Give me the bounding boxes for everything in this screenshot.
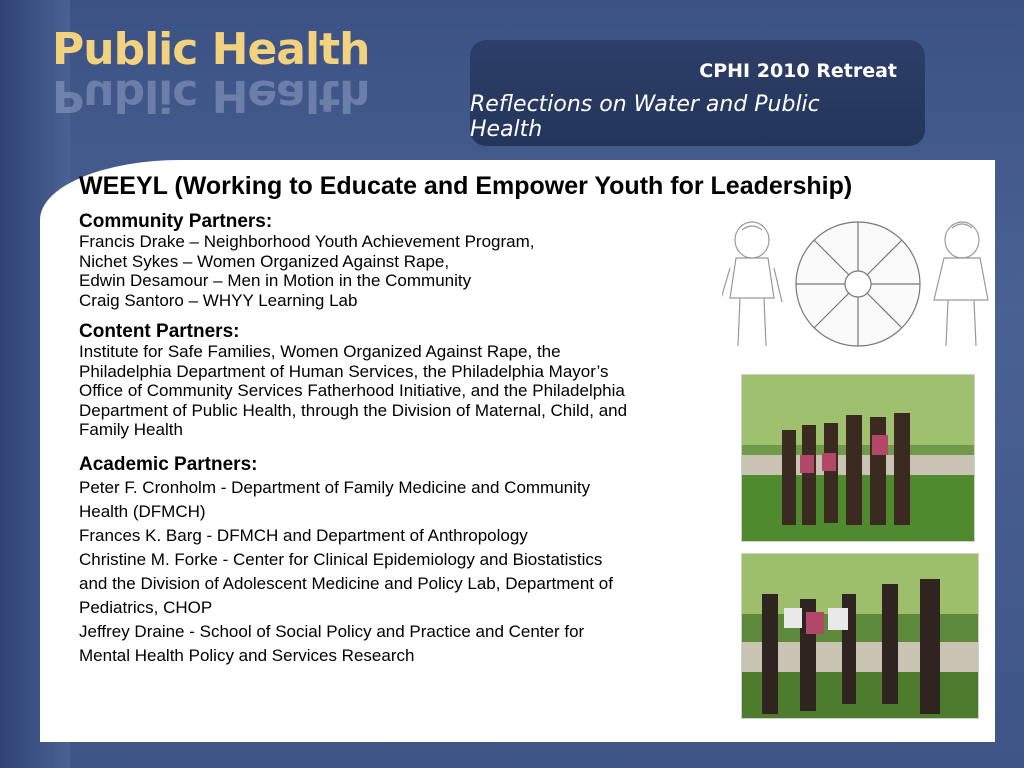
logo-reflection: Public Health xyxy=(52,70,370,121)
youth-group-photo xyxy=(741,374,975,542)
left-figure-icon xyxy=(722,222,782,346)
content-partners-line: Office of Community Services Fatherhood Initiative, and the Philadelphia xyxy=(79,381,625,400)
academic-partners-line: Peter F. Cronholm - Department of Family Medicine and Community xyxy=(79,477,591,497)
youth-group-with-adult-photo xyxy=(741,553,979,719)
academic-partners-heading: Academic Partners: xyxy=(79,453,258,475)
academic-partners-line: Frances K. Barg - DFMCH and Department of Anthropology xyxy=(79,525,528,545)
academic-partners-line: Jeffrey Draine - School of Social Policy and Practice and Center for xyxy=(79,621,585,641)
community-partner-item: Francis Drake – Neighborhood Youth Achievement Program, xyxy=(79,232,535,251)
page-title: WEEYL (Working to Educate and Empower Youth for Leadership) xyxy=(79,172,853,200)
wheel-icon xyxy=(796,222,920,346)
content-partners-line: Department of Public Health, through the Division of Maternal, Child, and xyxy=(79,400,628,420)
academic-partners-line: Christine M. Forke - Center for Clinical Epidemiology and Biostatistics xyxy=(79,549,603,569)
main-text xyxy=(79,172,853,668)
youth-wheel-illustration xyxy=(722,218,994,354)
content-partners-heading: Content Partners: xyxy=(79,321,240,342)
logo-text: Public Health xyxy=(52,24,370,75)
banner-title: CPHI 2010 Retreat xyxy=(699,60,897,82)
community-partner-item: Craig Santoro – WHYY Learning Lab xyxy=(79,290,358,310)
community-partners-heading: Community Partners: xyxy=(79,211,273,232)
content-partners-line: Philadelphia Department of Human Services, the Philadelphia Mayor’s xyxy=(79,361,609,381)
content-partners-line: Institute for Safe Families, Women Organized Against Rape, the xyxy=(79,342,561,361)
academic-partners-line: Pediatrics, CHOP xyxy=(79,597,213,617)
academic-partners-line: Mental Health Policy and Services Research xyxy=(79,645,415,665)
retreat-banner xyxy=(470,40,925,146)
banner-subtitle: Reflections on Water and Public Health xyxy=(470,92,820,142)
community-partner-item: Edwin Desamour – Men in Motion in the Community xyxy=(79,271,472,290)
right-figure-icon xyxy=(934,222,988,346)
content-partners-line: Family Health xyxy=(79,420,183,439)
community-partner-item: Nichet Sykes – Women Organized Against Rape, xyxy=(79,251,450,271)
academic-partners-line: Health (DFMCH) xyxy=(79,501,206,521)
academic-partners-line: and the Division of Adolescent Medicine and Policy Lab, Department of xyxy=(79,573,613,593)
